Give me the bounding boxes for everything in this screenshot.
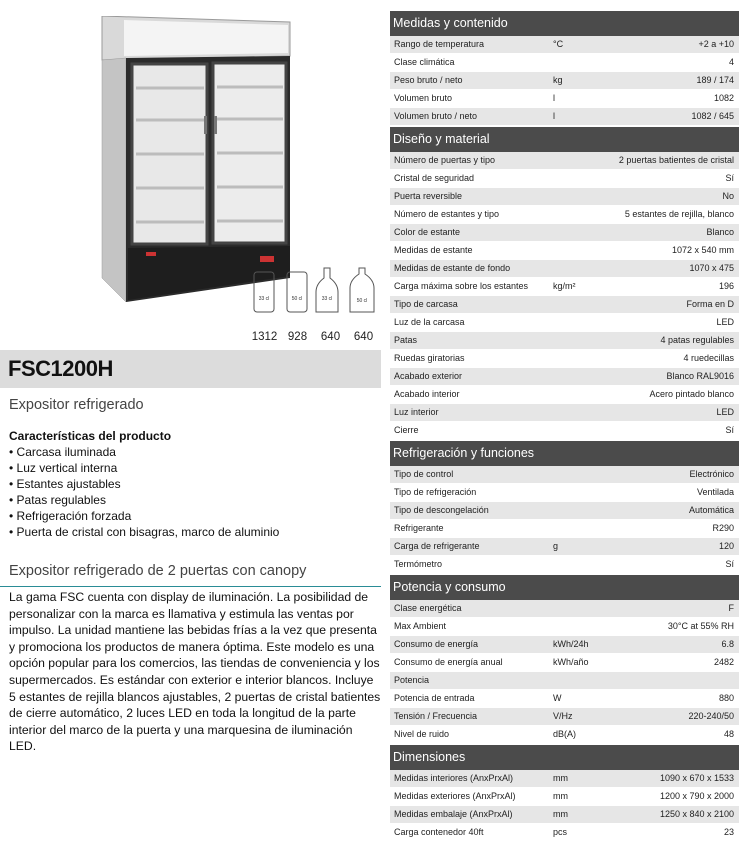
spec-row <box>390 556 739 574</box>
plastic-bottle-icon <box>350 268 374 312</box>
spec-unit: mm <box>553 791 568 801</box>
glass-bottle-icon <box>316 268 338 312</box>
bottle-label: 50 cl <box>291 296 303 302</box>
description-text: La gama FSC cuenta con display de iluminación. La posibilidad de personalizar con la marca es llamativa y estimula las ventas por impulso. La unidad mantiene las bebidas frías a la vez que presenta y promociona los productos de manera óptima. Este modelo es una opción popular para los comercios, las tiendas de conveniencia y los supermercados. Es estándar con exterior e interior blancos. Incluye 5 estantes de rejilla blancos ajustables, 2 puertas de cristal batientes de cierre automático, 2 luces LED en toda la longitud de la parte interior del marco de la puerta y una marquesina de iluminación LED. <box>9 590 381 754</box>
spec-label: Medidas exteriores (AnxPrxAl) <box>394 791 516 801</box>
spec-row <box>390 224 739 242</box>
spec-value: Blanco RAL9016 <box>666 371 734 381</box>
spec-label: Tipo de control <box>394 469 454 479</box>
spec-row <box>390 296 739 314</box>
spec-value: Electrónico <box>689 469 734 479</box>
spec-label: Medidas de estante de fondo <box>394 263 511 273</box>
spec-value: 1090 x 670 x 1533 <box>659 773 734 783</box>
spec-label: Volumen bruto <box>394 93 453 103</box>
spec-unit: kg <box>553 75 563 85</box>
spec-label: Luz de la carcasa <box>394 317 465 327</box>
spec-label: Consumo de energía <box>394 639 479 649</box>
spec-value: Sí <box>725 559 734 569</box>
spec-unit: W <box>553 693 562 703</box>
spec-row <box>390 170 739 188</box>
bottle-label: 33 cl <box>321 296 333 302</box>
spec-row <box>390 152 739 170</box>
spec-unit <box>553 484 613 501</box>
spec-label: Medidas de estante <box>394 245 473 255</box>
features-list <box>9 444 279 540</box>
spec-label: Potencia <box>394 675 430 685</box>
spec-label: Carga máxima sobre los estantes <box>394 281 529 291</box>
spec-unit: °C <box>553 39 564 49</box>
spec-unit: V/Hz <box>553 711 573 721</box>
spec-unit <box>553 386 613 403</box>
spec-value: LED <box>716 407 734 417</box>
spec-label: Rango de temperatura <box>394 39 485 49</box>
spec-unit <box>553 618 613 635</box>
spec-row <box>390 636 739 654</box>
spec-row <box>390 108 739 126</box>
spec-label: Max Ambient <box>394 621 447 631</box>
spec-row <box>390 314 739 332</box>
spec-value: 1200 x 790 x 2000 <box>659 791 734 801</box>
spec-row <box>390 538 739 556</box>
feature-item: • Puerta de cristal con bisagras, marco de aluminio <box>9 524 279 540</box>
spec-row <box>390 690 739 708</box>
spec-row <box>390 770 739 788</box>
spec-value: 1082 <box>713 93 734 103</box>
spec-unit <box>553 332 613 349</box>
spec-label: Clase climática <box>394 57 455 67</box>
spec-value: LED <box>716 317 734 327</box>
spec-value <box>613 672 739 689</box>
product-subtitle: Expositor refrigerado <box>9 397 144 413</box>
spec-label: Cristal de seguridad <box>394 173 475 183</box>
divider <box>0 586 381 587</box>
spec-row <box>390 788 739 806</box>
spec-row <box>390 824 739 842</box>
spec-unit <box>553 314 613 331</box>
spec-row <box>390 672 739 690</box>
spec-unit: mm <box>553 773 568 783</box>
spec-unit <box>553 368 613 385</box>
spec-value: Ventilada <box>696 487 734 497</box>
spec-unit <box>553 466 613 483</box>
spec-value: 880 <box>718 693 734 703</box>
spec-value: R290 <box>712 523 734 533</box>
spec-unit <box>553 170 613 187</box>
can-icon <box>254 272 274 312</box>
spec-label: Refrigerante <box>394 523 444 533</box>
spec-value: 1082 / 645 <box>691 111 734 121</box>
spec-value: Sí <box>725 425 734 435</box>
spec-label: Medidas interiores (AnxPrxAl) <box>394 773 514 783</box>
spec-row <box>390 350 739 368</box>
spec-row <box>390 206 739 224</box>
spec-unit: mm <box>553 809 568 819</box>
spec-label: Tensión / Frecuencia <box>394 711 478 721</box>
spec-unit <box>553 600 613 617</box>
spec-value: Automática <box>688 505 734 515</box>
spec-row <box>390 72 739 90</box>
bottle-count: 1312 <box>251 331 278 343</box>
spec-row <box>390 188 739 206</box>
spec-value: Acero pintado blanco <box>649 389 734 399</box>
spec-label: Tipo de refrigeración <box>394 487 477 497</box>
section-header: Diseño y material <box>390 127 739 152</box>
spec-row <box>390 520 739 538</box>
spec-unit <box>553 502 613 519</box>
spec-unit <box>553 422 613 439</box>
spec-row <box>390 654 739 672</box>
spec-unit: kWh/año <box>553 657 589 667</box>
spec-table <box>390 10 739 842</box>
section-header: Potencia y consumo <box>390 575 739 600</box>
spec-unit <box>553 152 613 169</box>
spec-value: 1072 x 540 mm <box>671 245 734 255</box>
feature-item: • Estantes ajustables <box>9 476 279 492</box>
spec-row <box>390 618 739 636</box>
spec-row <box>390 386 739 404</box>
spec-value: 48 <box>723 729 734 739</box>
spec-value: 120 <box>718 541 734 551</box>
spec-value: F <box>728 603 734 613</box>
spec-label: Ruedas giratorias <box>394 353 465 363</box>
spec-unit: kWh/24h <box>553 639 589 649</box>
spec-unit: kg/m² <box>553 281 576 291</box>
spec-label: Termómetro <box>394 559 443 569</box>
spec-label: Nivel de ruido <box>394 729 450 739</box>
spec-label: Carga de refrigerante <box>394 541 480 551</box>
spec-unit <box>553 224 613 241</box>
spec-value: 4 ruedecillas <box>683 353 734 363</box>
model-name: FSC1200H <box>8 356 113 381</box>
spec-value: 220-240/50 <box>688 711 734 721</box>
spec-row <box>390 708 739 726</box>
spec-row <box>390 466 739 484</box>
spec-row <box>390 404 739 422</box>
spec-row <box>390 332 739 350</box>
spec-label: Cierre <box>394 425 419 435</box>
spec-row <box>390 242 739 260</box>
spec-value: Blanco <box>706 227 734 237</box>
spec-unit <box>553 260 613 277</box>
spec-unit <box>553 206 613 223</box>
spec-row <box>390 260 739 278</box>
features-title: Características del producto <box>9 429 172 443</box>
spec-label: Peso bruto / neto <box>394 75 463 85</box>
spec-unit: l <box>553 93 555 103</box>
spec-label: Tipo de carcasa <box>394 299 458 309</box>
spec-label: Carga contenedor 40ft <box>394 827 484 837</box>
feature-item: • Luz vertical interna <box>9 460 279 476</box>
bottle-label: 50 cl <box>356 298 368 304</box>
spec-row <box>390 278 739 296</box>
spec-label: Tipo de descongelación <box>394 505 489 515</box>
spec-row <box>390 806 739 824</box>
spec-row <box>390 502 739 520</box>
feature-item: • Patas regulables <box>9 492 279 508</box>
spec-value: 1070 x 475 <box>689 263 734 273</box>
spec-value: No <box>722 191 734 201</box>
spec-value: 23 <box>723 827 734 837</box>
spec-unit <box>553 404 613 421</box>
spec-unit <box>553 520 613 537</box>
spec-unit <box>553 350 613 367</box>
spec-label: Clase energética <box>394 603 462 613</box>
spec-unit: dB(A) <box>553 729 577 739</box>
feature-item: • Carcasa iluminada <box>9 444 279 460</box>
spec-row <box>390 726 739 744</box>
bottle-count: 640 <box>320 331 341 343</box>
bottle-capacity-icons <box>248 266 378 314</box>
spec-label: Número de estantes y tipo <box>394 209 500 219</box>
bottle-count: 928 <box>287 331 308 343</box>
spec-unit <box>553 672 613 689</box>
spec-label: Puerta reversible <box>394 191 463 201</box>
spec-label: Potencia de entrada <box>394 693 475 703</box>
spec-value: 30°C at 55% RH <box>667 621 734 631</box>
spec-row <box>390 36 739 54</box>
model-bar <box>0 350 381 388</box>
spec-unit <box>553 556 613 573</box>
features-block <box>9 428 279 540</box>
spec-label: Acabado exterior <box>394 371 463 381</box>
spec-row <box>390 54 739 72</box>
section-header: Refrigeración y funciones <box>390 441 739 466</box>
fridge-product-image <box>100 16 292 306</box>
spec-value: 4 patas regulables <box>660 335 734 345</box>
section-header: Dimensiones <box>390 745 739 770</box>
description-title: Expositor refrigerado de 2 puertas con canopy <box>9 563 307 579</box>
spec-label: Volumen bruto / neto <box>394 111 478 121</box>
spec-value: 189 / 174 <box>696 75 734 85</box>
spec-row <box>390 484 739 502</box>
spec-label: Color de estante <box>394 227 461 237</box>
spec-value: 6.8 <box>721 639 734 649</box>
spec-unit <box>553 188 613 205</box>
spec-label: Patas <box>394 335 418 345</box>
spec-value: 196 <box>718 281 734 291</box>
spec-unit: l <box>553 111 555 121</box>
spec-row <box>390 422 739 440</box>
spec-unit: g <box>553 541 559 551</box>
spec-label: Número de puertas y tipo <box>394 155 496 165</box>
bottle-counts <box>248 331 380 343</box>
spec-value: 2482 <box>713 657 734 667</box>
spec-value: +2 a +10 <box>698 39 734 49</box>
spec-value: 1250 x 840 x 2100 <box>659 809 734 819</box>
spec-unit: pcs <box>553 827 568 837</box>
spec-unit <box>553 54 613 71</box>
spec-unit <box>553 296 613 313</box>
bottle-label: 33 cl <box>258 296 270 302</box>
spec-value: 2 puertas batientes de cristal <box>618 155 734 165</box>
spec-value: 5 estantes de rejilla, blanco <box>624 209 734 219</box>
spec-label: Luz interior <box>394 407 439 417</box>
spec-row <box>390 368 739 386</box>
can-icon <box>287 272 307 312</box>
spec-value: Forma en D <box>686 299 734 309</box>
spec-label: Acabado interior <box>394 389 460 399</box>
bottle-count: 640 <box>353 331 374 343</box>
spec-label: Consumo de energía anual <box>394 657 503 667</box>
feature-item: • Refrigeración forzada <box>9 508 279 524</box>
spec-row <box>390 600 739 618</box>
spec-unit <box>553 242 613 259</box>
spec-row <box>390 90 739 108</box>
spec-value: 4 <box>728 57 734 67</box>
section-header: Medidas y contenido <box>390 11 739 36</box>
spec-label: Medidas embalaje (AnxPrxAl) <box>394 809 513 819</box>
spec-value: Sí <box>725 173 734 183</box>
